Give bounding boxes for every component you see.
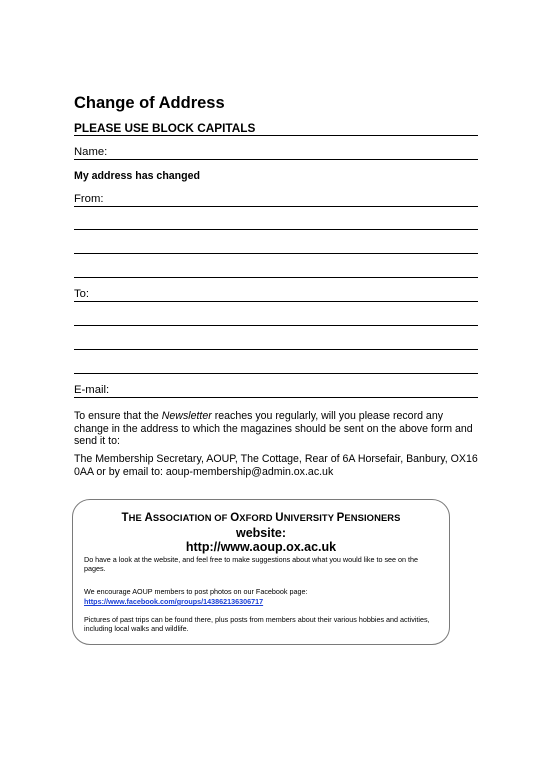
newsletter-title: Newsletter xyxy=(161,410,212,422)
from-address-line-3[interactable] xyxy=(74,277,478,278)
from-address-line-1[interactable] xyxy=(74,229,478,230)
facebook-note: We encourage AOUP members to post photos on our Facebook page: xyxy=(84,587,308,596)
email-label: E-mail: xyxy=(74,384,110,396)
to-label: To: xyxy=(74,288,90,300)
facebook-link[interactable]: https://www.facebook.com/groups/143862136306717 xyxy=(84,597,264,606)
membership-address: The Membership Secretary, AOUP, The Cottage, Rear of 6A Horsefair, Banbury, OX16 0AA or by email to: aoup-membership@admin.ox.ac.uk xyxy=(74,453,478,478)
email-field[interactable] xyxy=(74,384,478,398)
name-label: Name: xyxy=(74,146,108,158)
from-address-line-2[interactable] xyxy=(74,253,478,254)
website-label: website: xyxy=(235,526,286,540)
name-field[interactable] xyxy=(74,146,478,160)
instructions-paragraph: To ensure that the Newsletter reaches you regularly, will you please record any change in the address to which the magazines should be sent on the above form and send it to: xyxy=(74,410,473,448)
to-address-line-2[interactable] xyxy=(74,349,478,350)
association-name: THE ASSOCIATION OF OXFORD UNIVERSITY PENSIONERS xyxy=(121,512,401,524)
pictures-note: Pictures of past trips can be found there, plus posts from members about their various hobbies and activities, including local walks and wildlife. xyxy=(84,615,430,634)
aoup-info-box xyxy=(72,499,450,645)
to-address-line-1[interactable] xyxy=(74,325,478,326)
block-capitals-heading: PLEASE USE BLOCK CAPITALS xyxy=(74,122,478,136)
website-link[interactable]: http://www.aoup.ox.ac.uk xyxy=(185,540,337,554)
to-field[interactable] xyxy=(74,288,478,302)
website-note: Do have a look at the website, and feel free to make suggestions about what you would like to see on the pages. xyxy=(84,555,419,574)
from-field[interactable] xyxy=(74,193,478,207)
address-changed-heading: My address has changed xyxy=(74,170,200,182)
to-address-line-3[interactable] xyxy=(74,373,478,374)
from-label: From: xyxy=(74,193,104,205)
page-title: Change of Address xyxy=(74,94,225,112)
